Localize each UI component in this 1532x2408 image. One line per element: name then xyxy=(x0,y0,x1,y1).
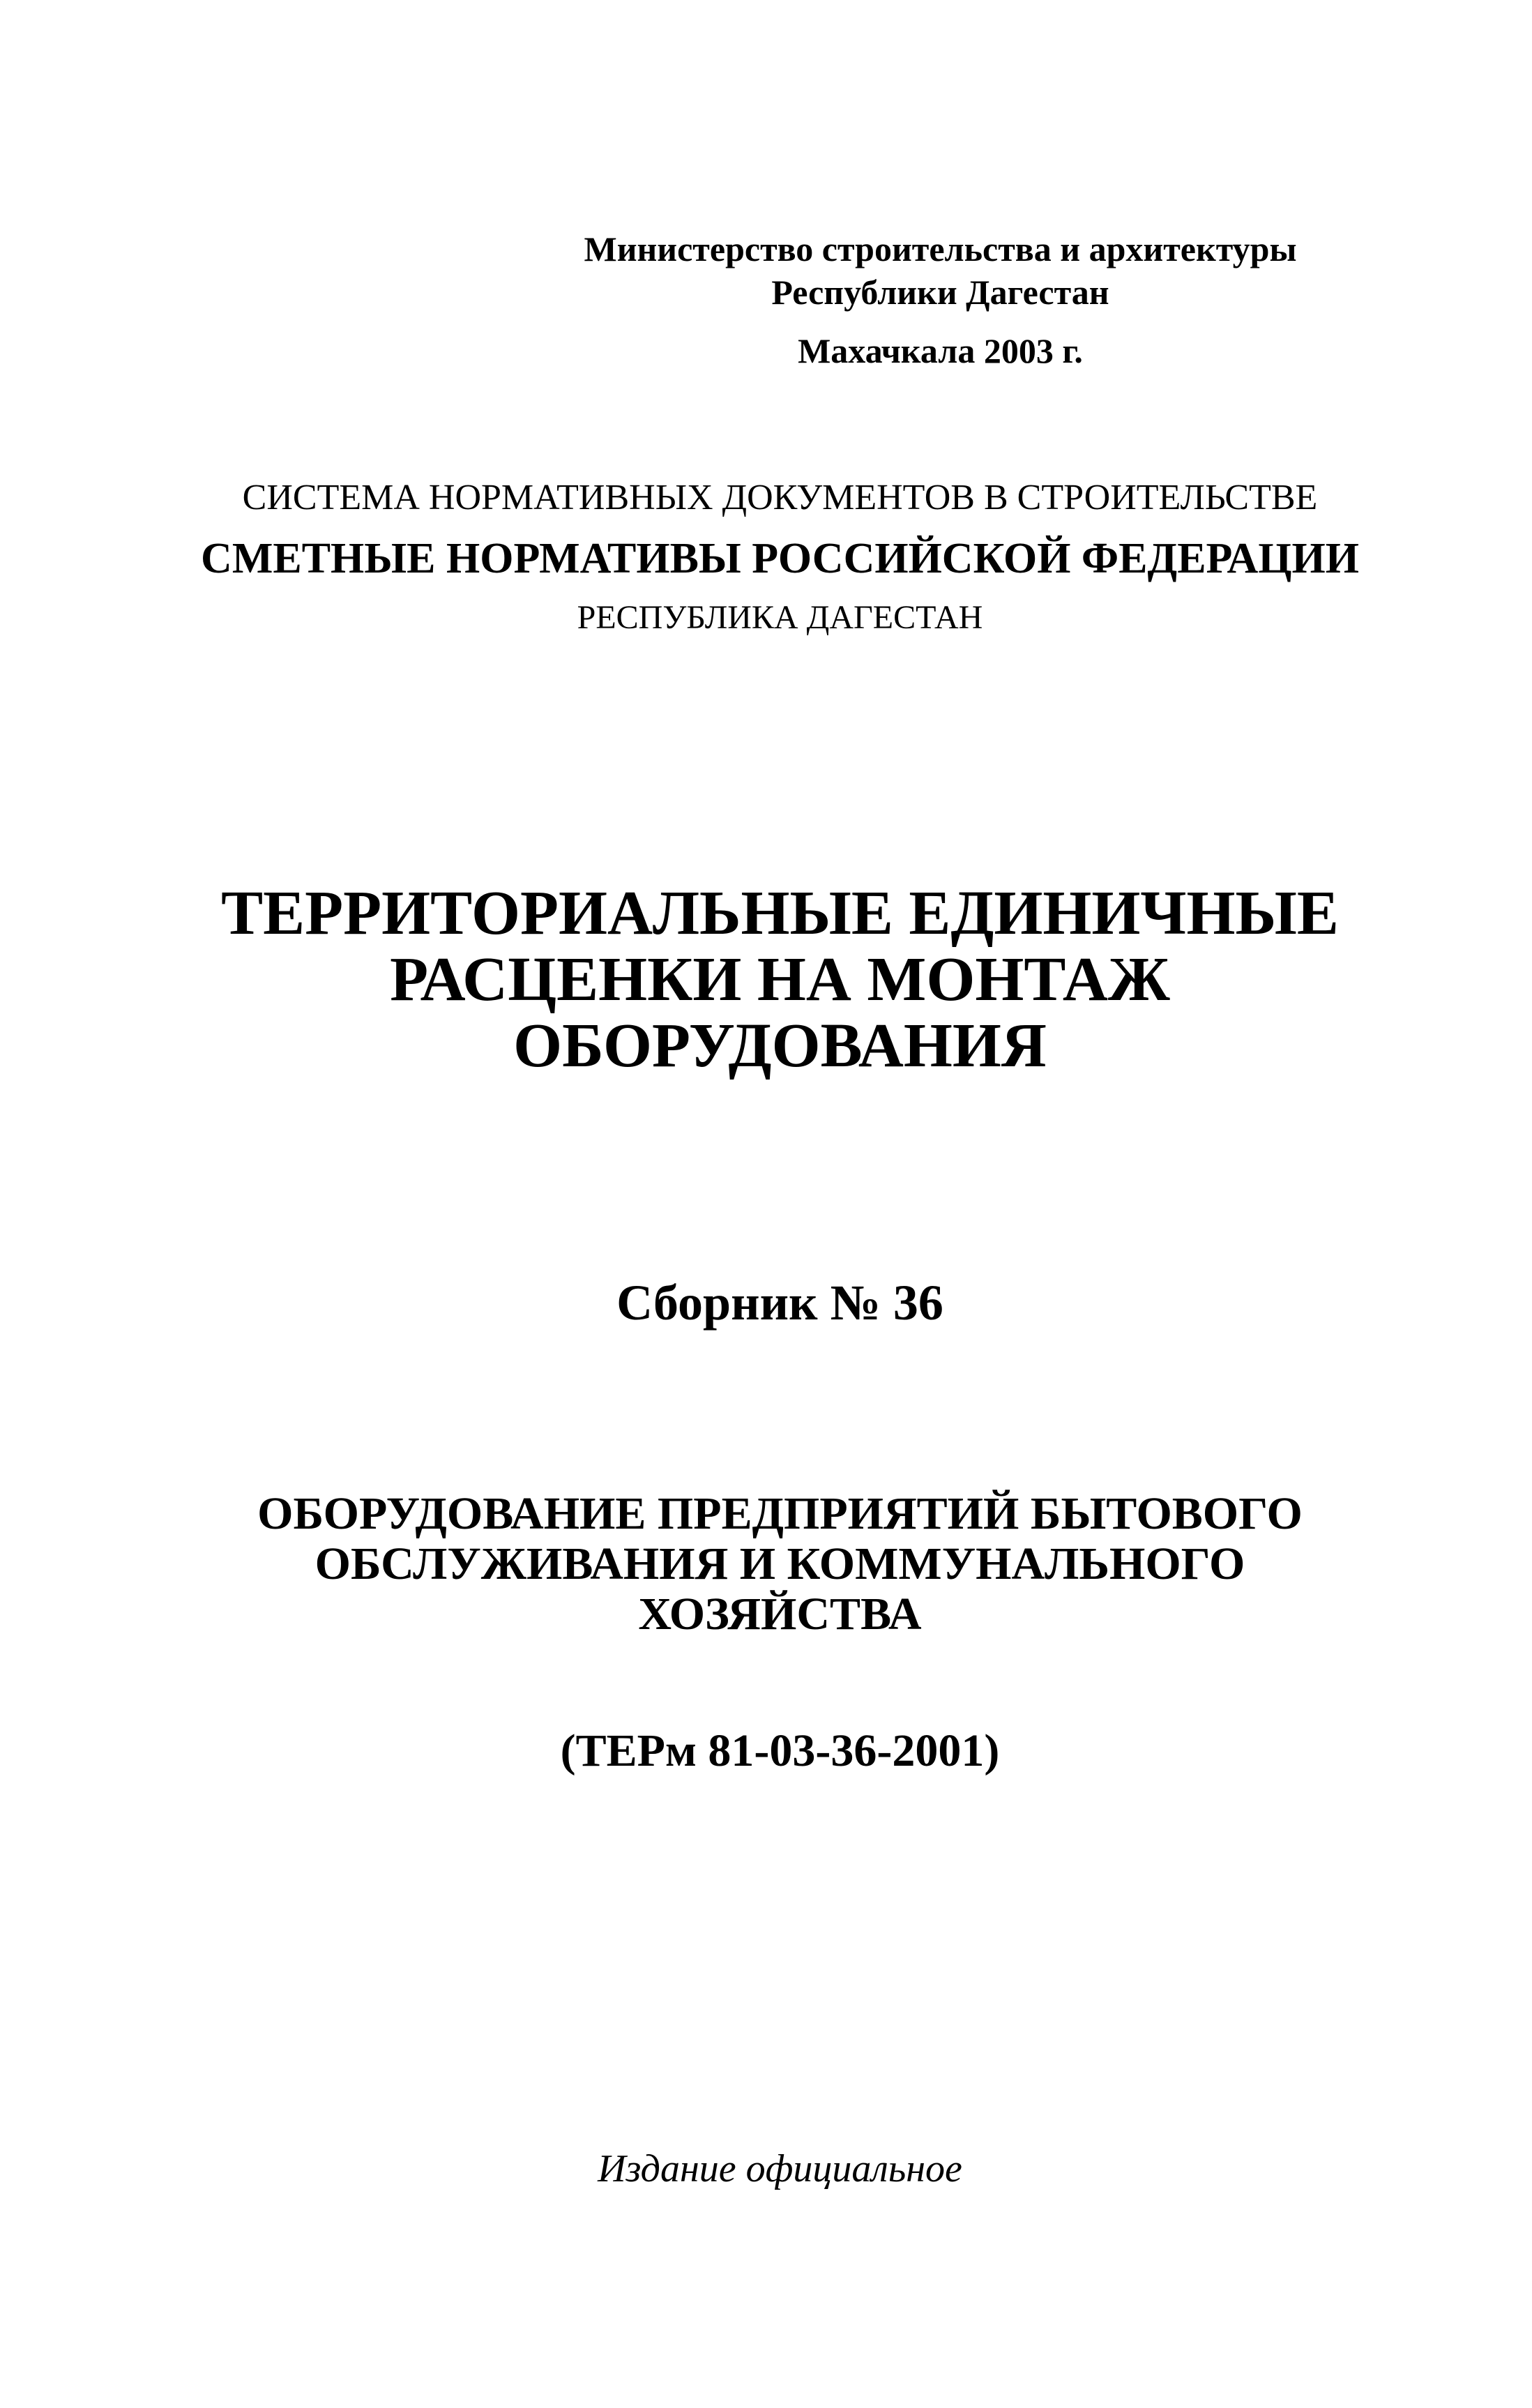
collection-subject-line-2: ОБСЛУЖИВАНИЯ И КОММУНАЛЬНОГО xyxy=(314,1538,1245,1589)
collection-subject-line-3: ХОЗЯЙСТВА xyxy=(638,1589,922,1640)
collection-subject-line-1: ОБОРУДОВАНИЕ ПРЕДПРИЯТИЙ БЫТОВОГО xyxy=(257,1488,1303,1539)
collection-number: Сборник № 36 xyxy=(616,1275,943,1331)
publisher-place-year: Махачкала 2003 г. xyxy=(798,331,1083,370)
main-title-line-2: РАСЦЕНКИ НА МОНТАЖ xyxy=(390,945,1170,1014)
main-title-line-1: ТЕРРИТОРИАЛЬНЫЕ ЕДИНИЧНЫЕ xyxy=(221,879,1339,948)
main-title-line-3: ОБОРУДОВАНИЯ xyxy=(513,1011,1047,1080)
system-norms-line: СМЕТНЫЕ НОРМАТИВЫ РОССИЙСКОЙ ФЕДЕРАЦИИ xyxy=(201,535,1359,582)
collection-code: (ТЕРм 81-03-36-2001) xyxy=(560,1725,1000,1776)
system-region-line: РЕСПУБЛИКА ДАГЕСТАН xyxy=(577,599,983,636)
system-title-line: СИСТЕМА НОРМАТИВНЫХ ДОКУМЕНТОВ В СТРОИТЕЛЬСТВЕ xyxy=(242,478,1318,517)
edition-note: Издание официальное xyxy=(598,2147,962,2190)
publisher-ministry-line: Министерство строительства и архитектуры xyxy=(584,229,1297,268)
publisher-republic-line: Республики Дагестан xyxy=(771,273,1109,312)
